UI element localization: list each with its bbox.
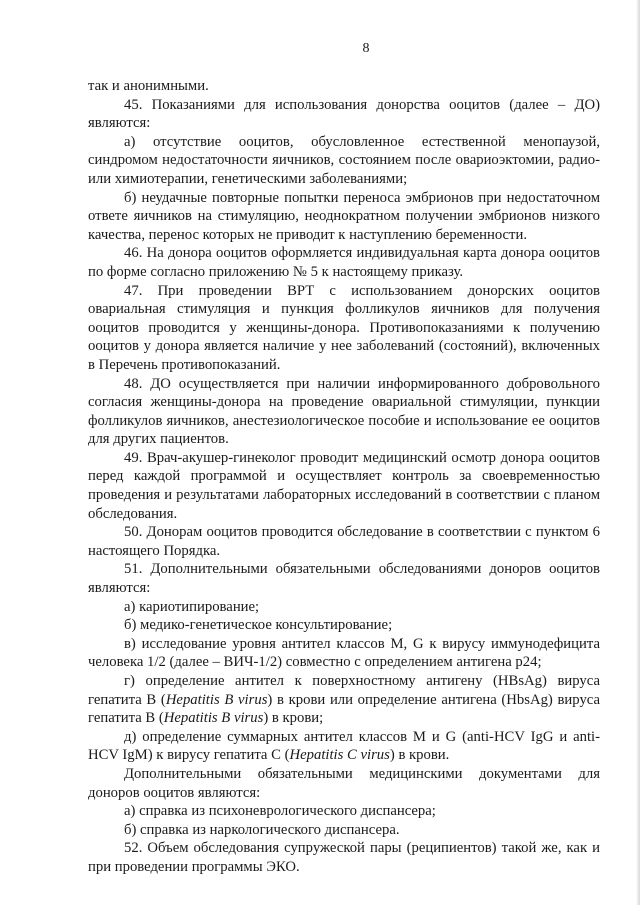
paragraph-50: 50. Донорам ооцитов проводится обследование в соответствии с пунктом 6 настоящего Порядка. [88, 524, 600, 559]
text-run: ) в крови; [263, 710, 324, 727]
paragraph-45: 45. Показаниями для использования донорства ооцитов (далее – ДО) являются: [88, 96, 600, 132]
paragraph-additional-docs: Дополнительными обязательными медицинскими документами для доноров ооцитов являются: [88, 765, 600, 801]
italic-run: Hepatitis C virus [289, 747, 390, 764]
paragraph-continuation: так и анонимными. [88, 78, 209, 94]
paragraph-52: 52. Объем обследования супружеской пары (реципиентов) такой же, как и при проведении программы ЭКО. [88, 840, 600, 875]
document-body [88, 77, 600, 877]
paragraph-45-a: а) отсутствие ооцитов, обусловленное естественной менопаузой, синдромом недостаточности яичников, состоянием после овариоэктомии, радио- или химиотерапии, генетическими заболеваниями; [88, 133, 600, 187]
paragraph-docs-b: б) справка из наркологического диспансера. [124, 821, 400, 838]
paragraph-47: 47. При проведении ВРТ с использованием донорских ооцитов овариальная стимуляция и пункция фолликулов яичников для получения ооцитов проводится у женщины-донора. Противопоказаниями к получению ооцитов у донора является наличие у нее заболеваний (состояний), включенных в Перечень противопоказаний. [88, 282, 600, 373]
paragraph-46: 46. На донора ооцитов оформляется индивидуальная карта донора ооцитов по форме согласно приложению № 5 к настоящему приказу. [88, 245, 600, 280]
page-edge-shadow [636, 0, 640, 905]
page-number: 8 [362, 41, 370, 56]
text-run: ) в крови или определение антигена (HbsAg) вируса гепатита В ( [88, 691, 601, 727]
paragraph-51: 51. Дополнительными обязательными обследованиями доноров ооцитов являются: [88, 561, 600, 597]
paragraph-48: 48. ДО осуществляется при наличии информированного добровольного согласия женщины-донора на проведение овариальной стимуляции, пункции фолликулов яичников, анестезиологическое пособие и использование ее ооцитов для других пациентов. [88, 375, 600, 448]
paragraph-51-g [88, 672, 600, 728]
text-run: г) определение антител к поверхностному антигену (HBsAg) вируса гепатита В ( [88, 673, 600, 708]
paragraph-49: 49. Врач-акушер-гинеколог проводит медицинский осмотр донора ооцитов перед каждой программой и осуществляет контроль за своевременностью проведения и результатами лабораторных исследований в соответствии с планом обследования. [88, 449, 600, 522]
text-run: д) определение суммарных антител классов М и G (anti-HCV IgG и anti-HCV IgM) к вирусу гепатита С ( [88, 728, 600, 764]
paragraph-51-v: в) исследование уровня антител классов М, G к вирусу иммунодефицита человека 1/2 (далее – ВИЧ-1/2) совместно с определением антигена р24; [88, 635, 600, 671]
text-run: ) в крови. [389, 747, 450, 764]
paragraph-51-b: б) медико-генетическое консультирование; [124, 617, 393, 634]
paragraph-51-a: а) кариотипирование; [124, 598, 260, 615]
italic-run: Hepatitis B virus [163, 710, 264, 727]
italic-run: Hepatitis B virus [165, 691, 268, 708]
paragraph-45-b: б) неудачные повторные попытки переноса эмбрионов при недостаточном ответе яичников на стимуляцию, неоднократном получении эмбрионов низкого качества, перенос которых не приводит к наступлению беременности. [88, 189, 600, 243]
paragraph-docs-a: а) справка из психоневрологического диспансера; [124, 803, 436, 820]
paragraph-51-d [88, 728, 600, 765]
